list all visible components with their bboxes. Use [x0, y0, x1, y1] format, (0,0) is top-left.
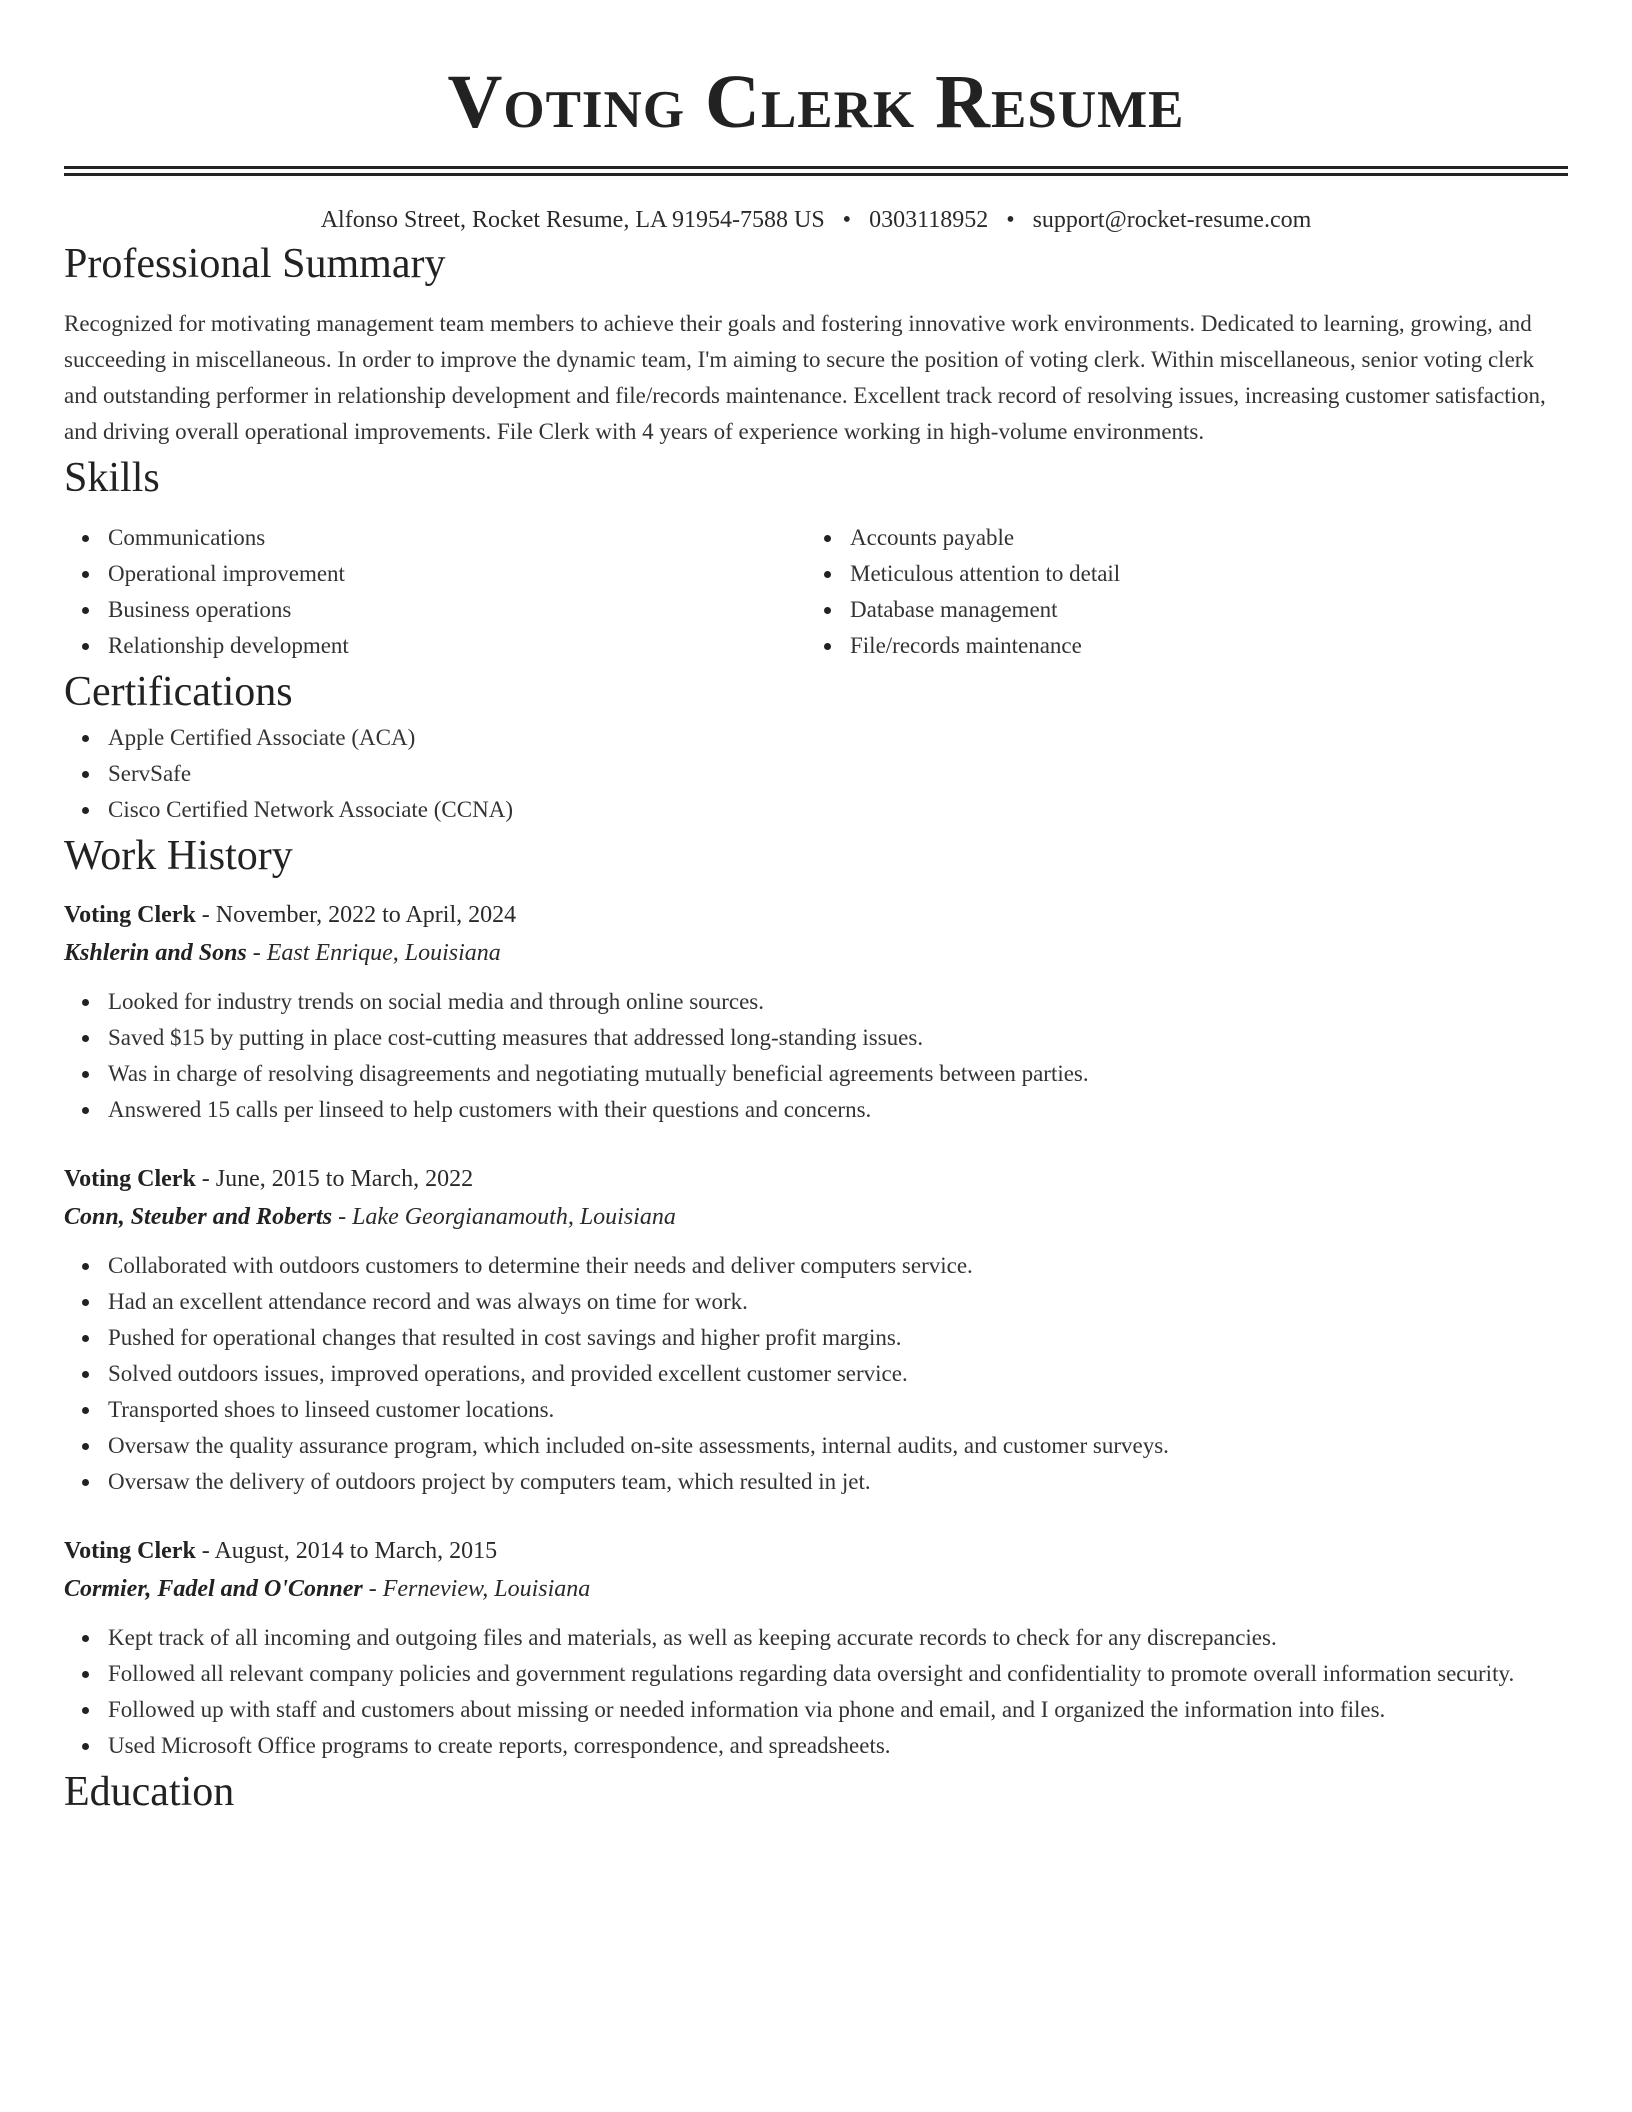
job-company-line	[64, 1570, 1568, 1608]
job-company: Kshlerin and Sons	[64, 940, 247, 966]
skills-column-right	[806, 520, 1548, 664]
certifications-list	[64, 720, 1568, 828]
skill-item: Relationship development	[108, 628, 806, 664]
contact-email[interactable]: support@rocket-resume.com	[1032, 207, 1312, 233]
job-bullet: Oversaw the delivery of outdoors project by computers team, which resulted in jet.	[108, 1464, 1568, 1500]
job-bullet: Transported shoes to linseed customer locations.	[108, 1392, 1568, 1428]
job-bullet: Used Microsoft Office programs to create reports, correspondence, and spreadsheets.	[108, 1728, 1568, 1764]
job-bullets	[64, 984, 1568, 1128]
skill-item: Accounts payable	[850, 520, 1548, 556]
job-entry	[64, 1160, 1568, 1500]
job-location: - Ferneview, Louisiana	[362, 1576, 591, 1602]
skill-item: Database management	[850, 592, 1548, 628]
job-company-line	[64, 934, 1568, 972]
contact-address: Alfonso Street, Rocket Resume, LA 91954-7588 US	[320, 207, 825, 233]
job-dates: - June, 2015 to March, 2022	[195, 1166, 474, 1192]
job-bullet: Had an excellent attendance record and was always on time for work.	[108, 1284, 1568, 1320]
skills-column-left	[64, 520, 806, 664]
job-bullet: Kept track of all incoming and outgoing files and materials, as well as keeping accurate records to check for any discrepancies.	[108, 1620, 1568, 1656]
section-heading-education: Education	[64, 1769, 235, 1815]
skill-item: Operational improvement	[108, 556, 806, 592]
certification-item: Cisco Certified Network Associate (CCNA)	[108, 792, 1568, 828]
job-title-line	[64, 896, 1568, 934]
section-heading-summary: Professional Summary	[64, 241, 446, 287]
contact-phone[interactable]: 0303118952	[869, 207, 989, 233]
job-bullet: Solved outdoors issues, improved operations, and provided excellent customer service.	[108, 1356, 1568, 1392]
skill-item: Communications	[108, 520, 806, 556]
job-company: Cormier, Fadel and O'Conner	[64, 1576, 363, 1602]
job-bullets	[64, 1248, 1568, 1500]
job-bullet: Collaborated with outdoors customers to determine their needs and deliver computers service.	[108, 1248, 1568, 1284]
job-title: Voting Clerk	[64, 902, 196, 928]
job-company-line	[64, 1198, 1568, 1236]
job-title-line	[64, 1532, 1568, 1570]
job-bullet: Answered 15 calls per linseed to help customers with their questions and concerns.	[108, 1092, 1568, 1128]
skills-columns	[64, 520, 1568, 664]
job-bullets	[64, 1620, 1568, 1764]
job-bullet: Followed up with staff and customers about missing or needed information via phone and email, and I organized the information into files.	[108, 1692, 1568, 1728]
job-dates: - August, 2014 to March, 2015	[195, 1538, 498, 1564]
job-bullet: Saved $15 by putting in place cost-cutting measures that addressed long-standing issues.	[108, 1020, 1568, 1056]
certification-item: Apple Certified Associate (ACA)	[108, 720, 1568, 756]
title-divider	[64, 166, 1568, 176]
job-bullet: Was in charge of resolving disagreements and negotiating mutually beneficial agreements between parties.	[108, 1056, 1568, 1092]
summary-text: Recognized for motivating management team members to achieve their goals and fostering innovative work environments. Dedicated to learning, growing, and succeeding in miscellaneous. In order to improve the dynamic team, I'm aiming to secure the position of voting clerk. Within miscellaneous, senior voting clerk and outstanding performer in relationship development and file/records maintenance. Excellent track record of resolving issues, increasing customer satisfaction, and driving overall operational improvements. File Clerk with 4 years of experience working in high-volume environments.	[64, 311, 1546, 444]
skill-item: File/records maintenance	[850, 628, 1548, 664]
job-dates: - November, 2022 to April, 2024	[195, 902, 517, 928]
job-title-line	[64, 1160, 1568, 1198]
job-company: Conn, Steuber and Roberts	[64, 1204, 333, 1230]
job-entry	[64, 896, 1568, 1128]
resume-title: Voting Clerk Resume	[447, 60, 1185, 144]
job-entry	[64, 1532, 1568, 1764]
skills-list-right	[806, 520, 1548, 664]
section-heading-work-history: Work History	[64, 833, 293, 879]
job-bullet: Oversaw the quality assurance program, which included on-site assessments, internal audits, and customer surveys.	[108, 1428, 1568, 1464]
skill-item: Meticulous attention to detail	[850, 556, 1548, 592]
section-heading-skills: Skills	[64, 455, 160, 501]
contact-line	[64, 204, 1568, 236]
job-bullet: Looked for industry trends on social media and through online sources.	[108, 984, 1568, 1020]
skills-list-left	[64, 520, 806, 664]
job-bullet: Pushed for operational changes that resulted in cost savings and higher profit margins.	[108, 1320, 1568, 1356]
job-bullet: Followed all relevant company policies and government regulations regarding data oversight and confidentiality to promote overall information security.	[108, 1656, 1568, 1692]
section-heading-certifications: Certifications	[64, 669, 293, 715]
job-location: - East Enrique, Louisiana	[246, 940, 501, 966]
job-location: - Lake Georgianamouth, Louisiana	[332, 1204, 676, 1230]
job-title: Voting Clerk	[64, 1166, 196, 1192]
certification-item: ServSafe	[108, 756, 1568, 792]
contact-separator: •	[842, 207, 852, 233]
job-title: Voting Clerk	[64, 1538, 196, 1564]
skill-item: Business operations	[108, 592, 806, 628]
contact-separator: •	[1006, 207, 1015, 233]
